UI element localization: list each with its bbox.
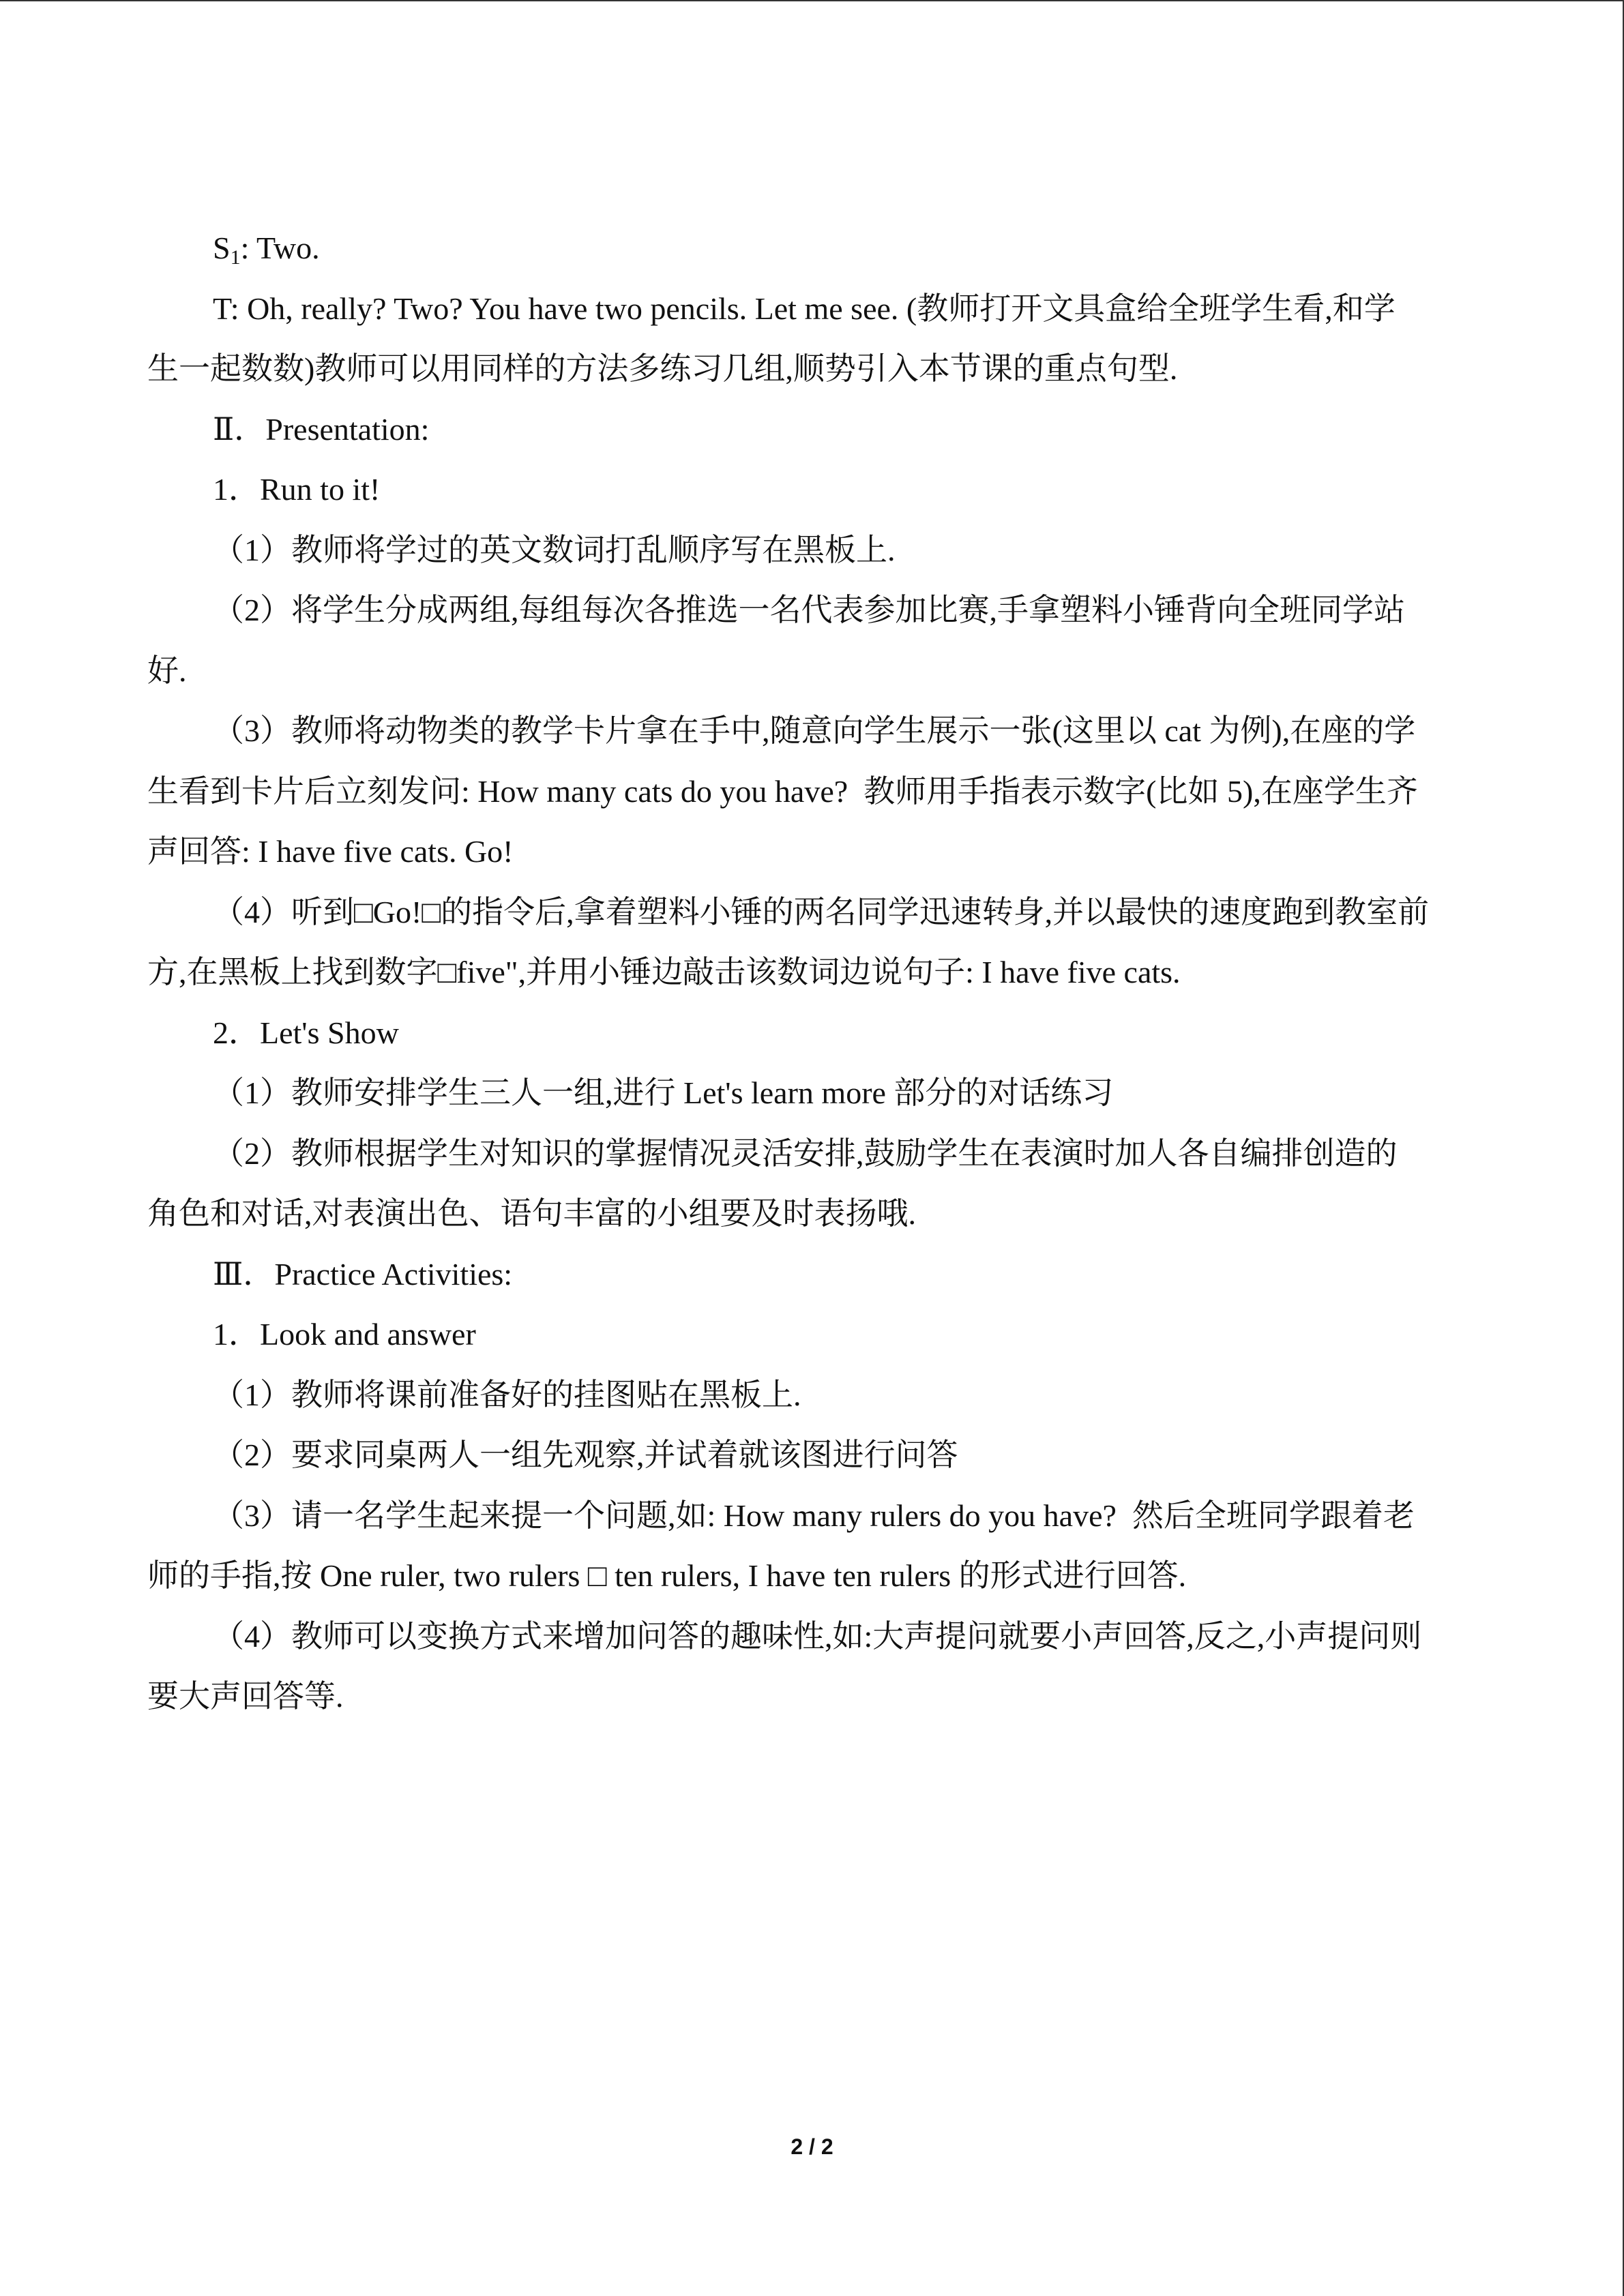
text-line: 方,在黑板上找到数字□five",并用小锤边敲击该数词边说句子: I have five cats.	[147, 955, 1181, 989]
text-line: （4）听到□Go!□的指令后,拿着塑料小锤的两名同学迅速转身,并以最快的速度跑到教室前	[213, 894, 1430, 929]
text-line: 声回答: I have five cats. Go!	[147, 834, 514, 869]
subsection-heading: 1．Look and answer	[213, 1317, 476, 1352]
text-line: 师的手指,按 One ruler, two rulers □ ten rulers, I have ten rulers 的形式进行回答.	[147, 1558, 1187, 1593]
text-line: （3）请一名学生起来提一个问题,如: How many rulers do you have? 然后全班同学跟着老	[213, 1497, 1415, 1533]
section-heading: Ⅲ．Practice Activities:	[213, 1256, 513, 1292]
text-line: （2）要求同桌两人一组先观察,并试着就该图进行问答	[213, 1437, 958, 1472]
text-line: （2）将学生分成两组,每组每次各推选一名代表参加比赛,手拿塑料小锤背向全班同学站	[213, 593, 1405, 627]
text-line: 生看到卡片后立刻发问: How many cats do you have? 教师用手指表示数字(比如 5),在座学生齐	[147, 773, 1418, 809]
subsection-heading: 2．Let's Show	[213, 1015, 399, 1050]
text-line: （1）教师将学过的英文数词打乱顺序写在黑板上.	[213, 532, 896, 567]
speaker-line	[147, 218, 1477, 279]
subsection-heading: 1．Run to it!	[213, 472, 381, 507]
speaker-label: S	[213, 230, 231, 265]
text-line: （3）教师将动物类的教学卡片拿在手中,随意向学生展示一张(这里以 cat 为例),在座的学	[213, 713, 1416, 748]
text-line: 生一起数数)教师可以用同样的方法多练习几组,顺势引入本节课的重点句型.	[147, 351, 1178, 386]
document-body	[147, 218, 1477, 1727]
text-line: （1）教师安排学生三人一组,进行 Let's learn more 部分的对话练习	[213, 1075, 1114, 1110]
text-line: （4）教师可以变换方式来增加问答的趣味性,如:大声提问就要小声回答,反之,小声提问则	[213, 1618, 1422, 1654]
text-line: （1）教师将课前准备好的挂图贴在黑板上.	[213, 1377, 801, 1412]
text-line: 角色和对话,对表演出色、语句丰富的小组要及时表扬哦.	[147, 1196, 916, 1231]
text-line: 好.	[147, 653, 187, 688]
text-line: T: Oh, really? Two? You have two pencils. Let me see. (教师打开文具盒给全班学生看,和学	[213, 290, 1396, 326]
text-line: （2）教师根据学生对知识的掌握情况灵活安排,鼓励学生在表演时加人各自编排创造的	[213, 1135, 1398, 1171]
speaker-text: : Two.	[240, 230, 320, 265]
page-number: 2 / 2	[791, 2134, 833, 2159]
section-heading: Ⅱ．Presentation:	[213, 411, 430, 447]
text-line: 要大声回答等.	[147, 1679, 344, 1714]
speaker-subscript: 1	[230, 246, 241, 269]
